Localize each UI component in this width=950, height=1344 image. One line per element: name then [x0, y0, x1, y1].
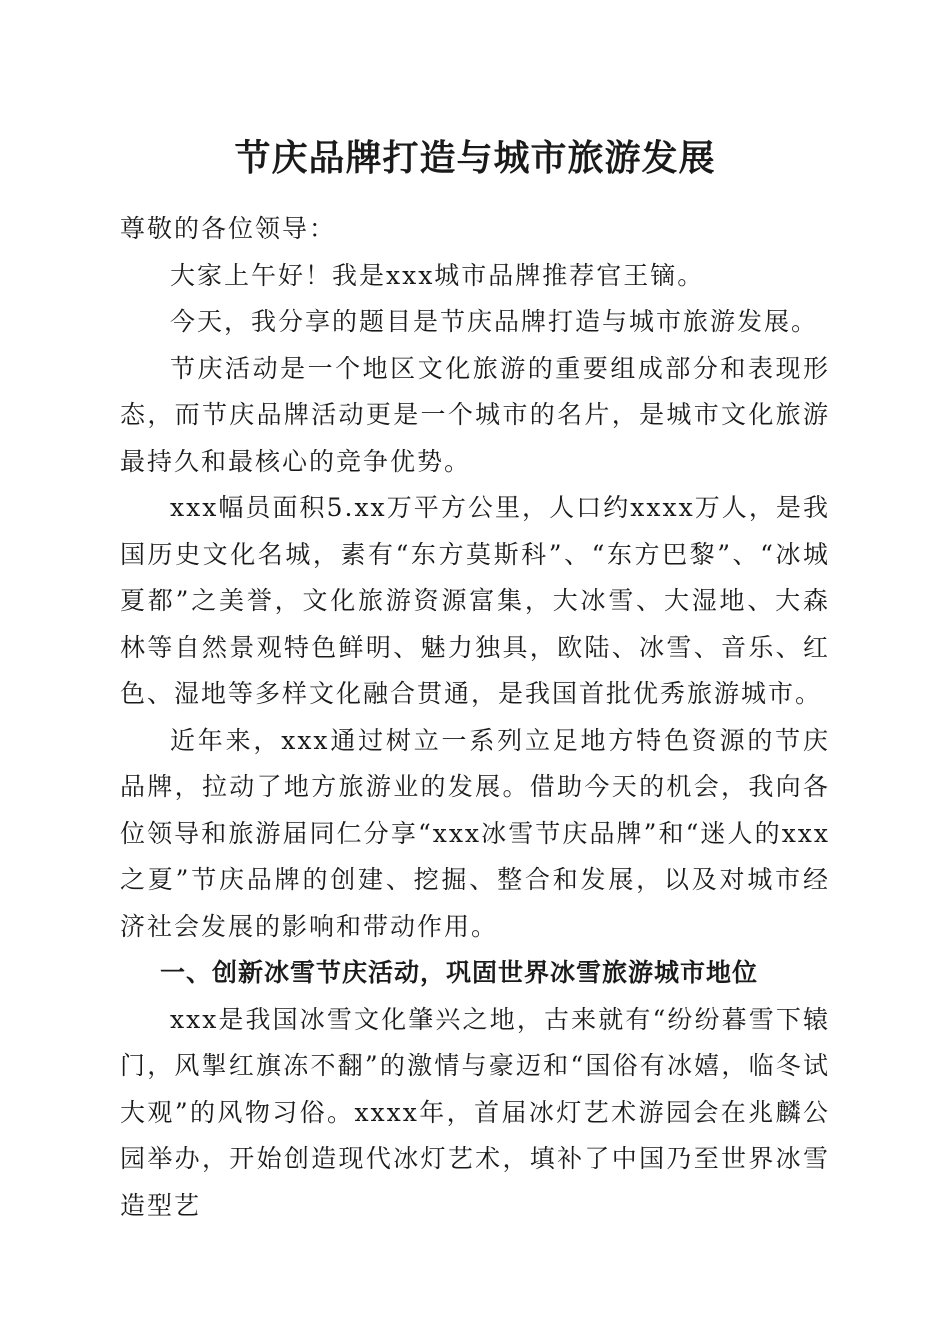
paragraph-recent-years: 近年来，xxx通过树立一系列立足地方特色资源的节庆品牌，拉动了地方旅游业的发展。借助今天的机会，我向各位领导和旅游届同仁分享“xxx冰雪节庆品牌”和“迷人的xxx之夏”节庆品牌的创建、挖掘、整合和发展，以及对城市经济社会发展的影响和带动作用。: [120, 725, 830, 941]
paragraph-festival-intro: 节庆活动是一个地区文化旅游的重要组成部分和表现形态，而节庆品牌活动更是一个城市的名片，是城市文化旅游最持久和最核心的竞争优势。: [120, 353, 830, 476]
section-heading: 一、创新冰雪节庆活动，巩固世界冰雪旅游城市地位: [160, 958, 759, 987]
paragraph-topic: 今天，我分享的题目是节庆品牌打造与城市旅游发展。: [170, 307, 819, 336]
document-body: [120, 206, 830, 1229]
document-title: 节庆品牌打造与城市旅游发展: [234, 137, 716, 179]
salutation: 尊敬的各位领导：: [120, 214, 337, 243]
paragraph-greeting: 大家上午好！我是xxx城市品牌推荐官王镝。: [170, 260, 705, 290]
paragraph-ice-snow-history: xxx是我国冰雪文化肇兴之地，古来就有“纷纷暮雪下辕门，风掣红旗冻不翻”的激情与豪迈和“国俗有冰嬉，临冬试大观”的风物习俗。xxxx年，首届冰灯艺术游园会在兆麟公园举办，开始创造现代冰灯艺术，填补了中国乃至世界冰雪造型艺: [120, 1004, 830, 1220]
paragraph-city-profile: xxx幅员面积5.xx万平方公里，人口约xxxx万人，是我国历史文化名城，素有“东方莫斯科”、“东方巴黎”、“冰城夏都”之美誉，文化旅游资源富集，大冰雪、大湿地、大森林等自然景观特色鲜明、魅力独具，欧陆、冰雪、音乐、红色、湿地等多样文化融合贯通，是我国首批优秀旅游城市。: [120, 493, 830, 708]
